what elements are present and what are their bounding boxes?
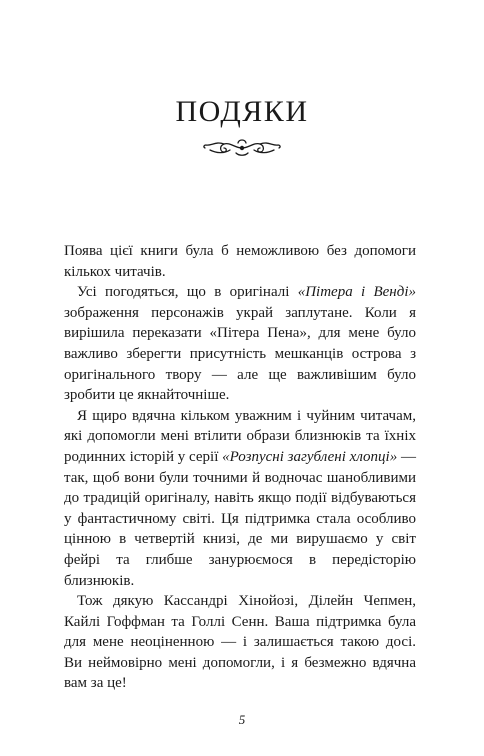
flourish-ornament-icon [202, 136, 282, 158]
text-run: Я щиро вдячна кільком уважним і чуйним читачам, які допомогли мені втілити образи близнюків та їхніх родинних історій у серії [64, 407, 416, 465]
text-run: Поява цієї книги була б неможливою без допомоги кількох читачів. [64, 243, 416, 280]
chapter-title: ПОДЯКИ [175, 95, 309, 128]
italic-title-run: «Розпусні загублені хлопці» [222, 448, 398, 465]
text-run: зображення персонажів украй заплутане. Коли я вирішила переказати «Пітера Пена», для мене було важливо зберегти присутність мешканців острова з оригінального твору — але ще важливішим було зробити це якнайточніше. [64, 304, 416, 404]
page-number: 5 [238, 712, 246, 727]
paragraph [64, 282, 416, 406]
acknowledgements-body [64, 241, 416, 694]
italic-title-run: «Пітера і Венді» [297, 284, 416, 301]
text-run: Усі погодяться, що в оригіналі [77, 284, 298, 301]
text-run: — так, щоб вони були точними й водночас шанобливими до традицій оригіналу, навіть якщо події відбуваються у фантастичному світі. Ця підтримка стала особливо цінною в четвертій книзі, де ми вирушаємо у світ фейрі та глибше занурюємося в передісторію близнюків. [64, 448, 417, 589]
paragraph [64, 406, 416, 591]
paragraph [64, 241, 416, 282]
paragraph [64, 591, 416, 694]
text-run: Тож дякую Кассандрі Хінойозі, Ділейн Чепмен, Кайлі Гоффман та Голлі Сенн. Ваша підтримка була для мене неоціненною — і залишається такою досі. Ви неймовірно мені допомогли, і я безмежно вдячна вам за це! [64, 593, 416, 692]
